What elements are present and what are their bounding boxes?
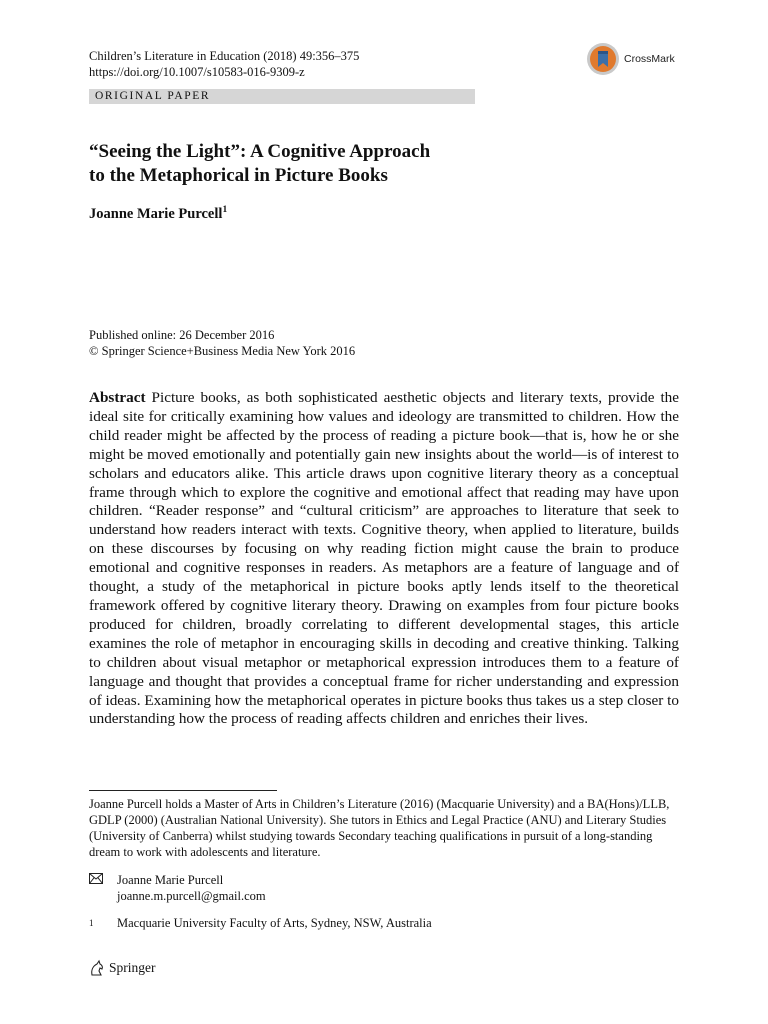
author-line <box>89 205 227 223</box>
publisher-footer <box>89 959 156 977</box>
copyright-line: © Springer Science+Business Media New York 2016 <box>89 344 356 358</box>
footnote-divider <box>89 790 277 791</box>
contact-email[interactable]: joanne.m.purcell@gmail.com <box>117 889 266 903</box>
affiliation-text: Macquarie University Faculty of Arts, Sydney, NSW, Australia <box>117 916 432 930</box>
springer-horse-icon <box>89 959 105 977</box>
article-title <box>89 140 430 188</box>
author-name: Joanne Marie Purcell <box>89 205 223 222</box>
crossmark-label: CrossMark <box>624 53 675 65</box>
crossmark-icon <box>586 42 620 76</box>
doi-link[interactable]: https://doi.org/10.1007/s10583-016-9309-z <box>89 65 305 79</box>
journal-citation: Children’s Literature in Education (2018) 49:356–375 <box>89 49 360 63</box>
title-line-1: “Seeing the Light”: A Cognitive Approach <box>89 141 431 162</box>
published-date: Published online: 26 December 2016 <box>89 328 275 342</box>
crossmark-badge[interactable] <box>586 42 675 76</box>
contact-name: Joanne Marie Purcell <box>117 873 224 887</box>
title-line-2: to the Metaphorical in Picture Books <box>89 165 388 186</box>
abstract <box>89 389 679 729</box>
affiliation <box>89 915 432 931</box>
paper-type-banner: ORIGINAL PAPER <box>89 89 475 104</box>
author-affiliation-mark: 1 <box>222 205 228 215</box>
abstract-text: Picture books, as both sophisticated aesthetic objects and literary texts, provide the ideal site for critically examining how values and ideology are transmitted to children. How the child reader might be affected by the process of reading a picture book—that is, how he or she might be moved emotionally and potentially gain new insights about the world—is of interest to scholars and educators alike. This article draws upon cognitive literary theory as a conceptual frame through which to explore the cognitive and emotional affect that reading may have upon children. “Reader response” and “cultural criticism” are approaches to literature that seek to understand how readers interact with texts. Cognitive theory, when applied to literature, builds on these discourses by focusing on why reading fiction might cause the brain to produce emotional and cognitive responses in readers. As metaphors are a feature of language and of thought, a study of the metaphorical in picture books aptly lends itself to the theoretical framework offered by cognitive literary theory. Drawing on examples from four picture books produced for children, broadly correlating to different developmental stages, this article examines the role of metaphor in encouraging skills in decoding and creative thinking. Talking to children about visual metaphor or metaphorical expression introduces them to a feature of language and thought that provides a conceptual frame for richer understanding and expression of ideas. Examining how the metaphorical operates in picture books thus takes us a step closer to understanding how the process of reading affects children and enriches their lives. <box>89 389 680 728</box>
publication-info <box>89 327 355 359</box>
envelope-icon <box>89 872 117 904</box>
abstract-label: Abstract <box>89 389 146 406</box>
publisher-name: Springer <box>109 960 156 975</box>
journal-header <box>89 48 359 80</box>
affiliation-number: 1 <box>89 918 94 928</box>
author-bio: Joanne Purcell holds a Master of Arts in Children’s Literature (2016) (Macquarie University) and a BA(Hons)/LLB, GDLP (2000) (Australian National University). She tutors in Ethics and Legal Practice (ANU) and Literary Studies (University of Canberra) whilst studying towards Secondary teaching qualifications in pursuit of a long-standing dream to work with adolescents and literature. <box>89 797 670 859</box>
contact-block <box>89 872 266 904</box>
